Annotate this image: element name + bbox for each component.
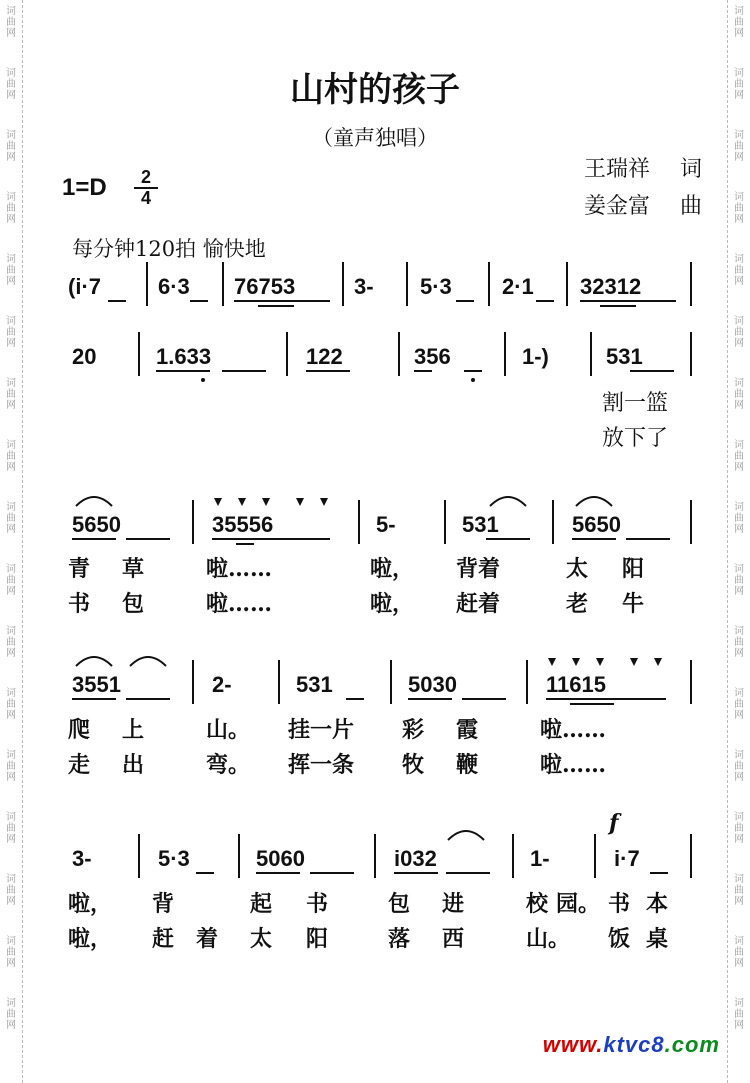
measure-5: 1- <box>530 846 550 871</box>
underline <box>600 305 636 307</box>
staccato-mark <box>548 658 556 666</box>
lyric-verse-1: 青 <box>68 556 91 582</box>
lyric-verse-2: 阳 <box>306 926 329 952</box>
underline <box>414 370 432 372</box>
lyric-verse-2: 啦， <box>370 591 415 617</box>
measure-3: 122 <box>306 344 343 369</box>
underline <box>222 370 266 372</box>
barline <box>342 262 344 306</box>
barline <box>222 262 224 306</box>
underline <box>580 300 676 302</box>
staccato-mark <box>296 498 304 506</box>
lyric-verse-2: 着 <box>196 926 219 952</box>
watermark-text: 词曲网 <box>734 316 744 349</box>
lyric-verse-2: 走 <box>68 752 91 778</box>
barline <box>374 834 376 878</box>
measure-2: 5·3 <box>158 846 190 871</box>
watermark-text: 词曲网 <box>6 440 16 473</box>
underline <box>570 703 614 705</box>
website-part-2: ktvc8 <box>603 1032 665 1057</box>
watermark-text: 词曲网 <box>734 440 744 473</box>
lyric-verse-1: 啦…… <box>540 717 607 743</box>
barline <box>278 660 280 704</box>
lyric-verse-1: 书 <box>608 891 631 917</box>
lyric-verse-2: 老 <box>566 591 589 617</box>
lyric-verse-1: 太 <box>566 556 589 582</box>
barline <box>358 500 360 544</box>
underline <box>306 370 350 372</box>
watermark-text: 词曲网 <box>734 378 744 411</box>
time-signature-numerator: 2 <box>134 168 158 189</box>
underline <box>212 538 330 540</box>
lyric-verse-2: 包 <box>122 591 145 617</box>
measure-2: 35556 <box>212 512 274 537</box>
underline <box>190 300 208 302</box>
lyric-verse-2: 饭 <box>608 926 631 952</box>
underline <box>346 698 364 700</box>
lyric-verse-1: 包 <box>388 891 411 917</box>
lyric-verse-2: 书 <box>68 591 91 617</box>
measure-5: 5650 <box>572 512 621 537</box>
lyric-verse-1: 爬 <box>68 717 91 743</box>
watermark-text: 词曲网 <box>6 130 16 163</box>
underline <box>258 305 294 307</box>
watermark-text: 词曲网 <box>6 316 16 349</box>
lyric-verse-1: 书 <box>306 891 329 917</box>
barline <box>566 262 568 306</box>
barline <box>594 834 596 878</box>
watermark-text: 词曲网 <box>734 192 744 225</box>
measure-5: 11615 <box>546 672 606 697</box>
lyric-verse-1: 彩 <box>402 717 425 743</box>
staccato-mark <box>630 658 638 666</box>
lyric-verse-1: 割一篮 <box>602 391 669 416</box>
measure-3: 5060 <box>256 846 305 871</box>
lyric-verse-1: 背 <box>152 891 175 917</box>
measure-5: 1-) <box>522 344 549 369</box>
staccato-mark <box>262 498 270 506</box>
lyric-verse-1: 背着 <box>456 556 501 582</box>
lyric-verse-1: 起 <box>250 891 273 917</box>
watermark-text: 词曲网 <box>6 874 16 907</box>
barline <box>398 332 400 376</box>
slur-mark <box>74 652 114 668</box>
watermark-text: 词曲网 <box>734 68 744 101</box>
dynamic-forte: f <box>609 810 619 836</box>
barline <box>690 834 692 878</box>
underline <box>572 538 616 540</box>
underline <box>486 538 530 540</box>
watermark-text: 词曲网 <box>6 750 16 783</box>
watermark-text: 词曲网 <box>6 688 16 721</box>
barline <box>406 262 408 306</box>
lyric-verse-1: 本 <box>646 891 669 917</box>
slur-mark <box>74 492 114 508</box>
watermark-text: 词曲网 <box>734 130 744 163</box>
slur-mark <box>574 492 614 508</box>
barline <box>504 332 506 376</box>
measure-6: 531 <box>606 344 643 369</box>
lyric-verse-2: 啦…… <box>206 591 273 617</box>
watermark-text: 词曲网 <box>734 688 744 721</box>
watermark-text: 词曲网 <box>734 564 744 597</box>
underline <box>464 370 482 372</box>
measure-4: 531 <box>462 512 499 537</box>
underline <box>310 872 354 874</box>
time-signature-denominator: 4 <box>140 188 151 208</box>
lyric-verse-1: 进 <box>442 891 465 917</box>
staccato-mark <box>320 498 328 506</box>
lyric-verse-2: 牧 <box>402 752 425 778</box>
measure-2: 6·3 <box>158 274 190 299</box>
slur-mark <box>446 826 486 842</box>
measure-6: 2·1 <box>502 274 534 299</box>
staccato-mark <box>654 658 662 666</box>
watermark-text: 词曲网 <box>6 998 16 1031</box>
lyric-verse-1: 上 <box>122 717 145 743</box>
composer-name: 姜金富 <box>584 194 651 219</box>
measure-4: i032 <box>394 846 437 871</box>
staccato-mark <box>572 658 580 666</box>
key-signature: 1=D <box>62 174 107 201</box>
watermark-text: 词曲网 <box>6 812 16 845</box>
lyric-verse-2: 赶着 <box>456 591 501 617</box>
measure-1: (i·7 <box>68 274 101 299</box>
watermark-text: 词曲网 <box>6 626 16 659</box>
barline <box>690 660 692 704</box>
website-part-3: .com <box>664 1032 720 1057</box>
watermark-text: 词曲网 <box>734 936 744 969</box>
slur-mark <box>488 492 528 508</box>
watermark-text: 词曲网 <box>734 874 744 907</box>
measure-4: 3- <box>354 274 374 299</box>
low-octave-dot <box>201 378 205 382</box>
song-title: 山村的孩子 <box>290 70 460 110</box>
lyric-verse-1: 阳 <box>622 556 645 582</box>
watermark-text: 词曲网 <box>6 564 16 597</box>
watermark-text: 词曲网 <box>6 68 16 101</box>
barline <box>192 660 194 704</box>
underline <box>126 538 170 540</box>
barline <box>690 262 692 306</box>
measure-5: 5·3 <box>420 274 452 299</box>
lyric-verse-2: 赶 <box>152 926 175 952</box>
barline <box>146 262 148 306</box>
watermark-text: 词曲网 <box>734 626 744 659</box>
underline <box>546 698 666 700</box>
lyric-verse-1: 草 <box>122 556 145 582</box>
underline <box>108 300 126 302</box>
lyric-verse-2: 弯。 <box>206 752 251 778</box>
lyric-verse-1: 霞 <box>456 717 479 743</box>
underline <box>126 698 170 700</box>
measure-7: 32312 <box>580 274 642 299</box>
watermark-text: 词曲网 <box>734 750 744 783</box>
barline <box>488 262 490 306</box>
website-link[interactable] <box>543 1032 720 1058</box>
underline <box>626 538 670 540</box>
lyric-verse-2: 落 <box>388 926 411 952</box>
underline <box>394 872 438 874</box>
lyric-verse-1: 山。 <box>206 717 251 743</box>
lyric-verse-2: 牛 <box>622 591 645 617</box>
underline <box>650 872 668 874</box>
underline <box>256 872 300 874</box>
underline <box>446 872 490 874</box>
barline <box>192 500 194 544</box>
watermark-text: 词曲网 <box>6 254 16 287</box>
watermark-text: 词曲网 <box>6 192 16 225</box>
staccato-mark <box>238 498 246 506</box>
low-octave-dot <box>471 378 475 382</box>
underline <box>72 538 116 540</box>
lyric-verse-1: 校 <box>526 891 549 917</box>
watermark-text: 词曲网 <box>6 936 16 969</box>
measure-1: 3551 <box>72 672 121 697</box>
measure-1: 20 <box>72 344 97 369</box>
underline <box>536 300 554 302</box>
barline <box>512 834 514 878</box>
measure-6: i·7 <box>614 846 640 871</box>
lyric-verse-2: 桌 <box>646 926 669 952</box>
barline <box>286 332 288 376</box>
underline <box>236 543 254 545</box>
measure-2: 2- <box>212 672 232 697</box>
measure-3: 531 <box>296 672 333 697</box>
measure-4: 5030 <box>408 672 457 697</box>
watermark-text: 词曲网 <box>734 254 744 287</box>
barline <box>390 660 392 704</box>
measure-3: 76753 <box>234 274 296 299</box>
barline <box>444 500 446 544</box>
watermark-text: 词曲网 <box>734 812 744 845</box>
lyric-verse-2: 放下了 <box>602 426 669 451</box>
underline <box>462 698 506 700</box>
lyric-verse-2: 挥一条 <box>288 752 355 778</box>
underline <box>456 300 474 302</box>
lyric-verse-2: 山。 <box>526 926 571 952</box>
measure-1: 5650 <box>72 512 121 537</box>
composer-role: 曲 <box>680 194 703 219</box>
measure-4: 356 <box>414 344 451 369</box>
lyricist-name: 王瑞祥 <box>584 157 651 182</box>
staccato-mark <box>214 498 222 506</box>
lyric-verse-2: 出 <box>122 752 145 778</box>
measure-2: 1.633 <box>156 344 212 369</box>
tempo-marking: 每分钟120拍 愉快地 <box>72 237 266 261</box>
lyric-verse-1: 啦…… <box>206 556 273 582</box>
barline <box>138 332 140 376</box>
measure-1: 3- <box>72 846 92 871</box>
underline <box>156 370 210 372</box>
song-subtitle: （童声独唱） <box>312 126 438 150</box>
barline <box>238 834 240 878</box>
lyric-verse-2: 太 <box>250 926 273 952</box>
barline <box>690 500 692 544</box>
watermark-text: 词曲网 <box>734 6 744 39</box>
watermark-text: 词曲网 <box>6 378 16 411</box>
watermark-text: 词曲网 <box>6 502 16 535</box>
watermark-text: 词曲网 <box>6 6 16 39</box>
lyric-verse-1: 啦， <box>370 556 415 582</box>
time-signature <box>134 168 158 208</box>
barline <box>138 834 140 878</box>
staccato-mark <box>596 658 604 666</box>
lyricist-role: 词 <box>680 157 703 182</box>
barline <box>690 332 692 376</box>
lyric-verse-2: 啦…… <box>540 752 607 778</box>
underline <box>630 370 674 372</box>
right-watermark-strip <box>727 0 750 1083</box>
lyric-verse-2: 啦， <box>68 926 113 952</box>
underline <box>234 300 330 302</box>
lyric-verse-2: 西 <box>442 926 465 952</box>
watermark-text: 词曲网 <box>734 998 744 1031</box>
left-watermark-strip <box>0 0 23 1083</box>
measure-3: 5- <box>376 512 396 537</box>
lyric-verse-1: 园。 <box>556 891 601 917</box>
lyric-verse-1: 挂一片 <box>288 717 355 743</box>
slur-mark <box>128 652 168 668</box>
lyric-verse-1: 啦， <box>68 891 113 917</box>
lyric-verse-2: 鞭 <box>456 752 479 778</box>
underline <box>72 698 116 700</box>
barline <box>552 500 554 544</box>
underline <box>196 872 214 874</box>
watermark-text: 词曲网 <box>734 502 744 535</box>
barline <box>590 332 592 376</box>
underline <box>408 698 452 700</box>
barline <box>526 660 528 704</box>
website-part-1: www. <box>542 1032 604 1057</box>
